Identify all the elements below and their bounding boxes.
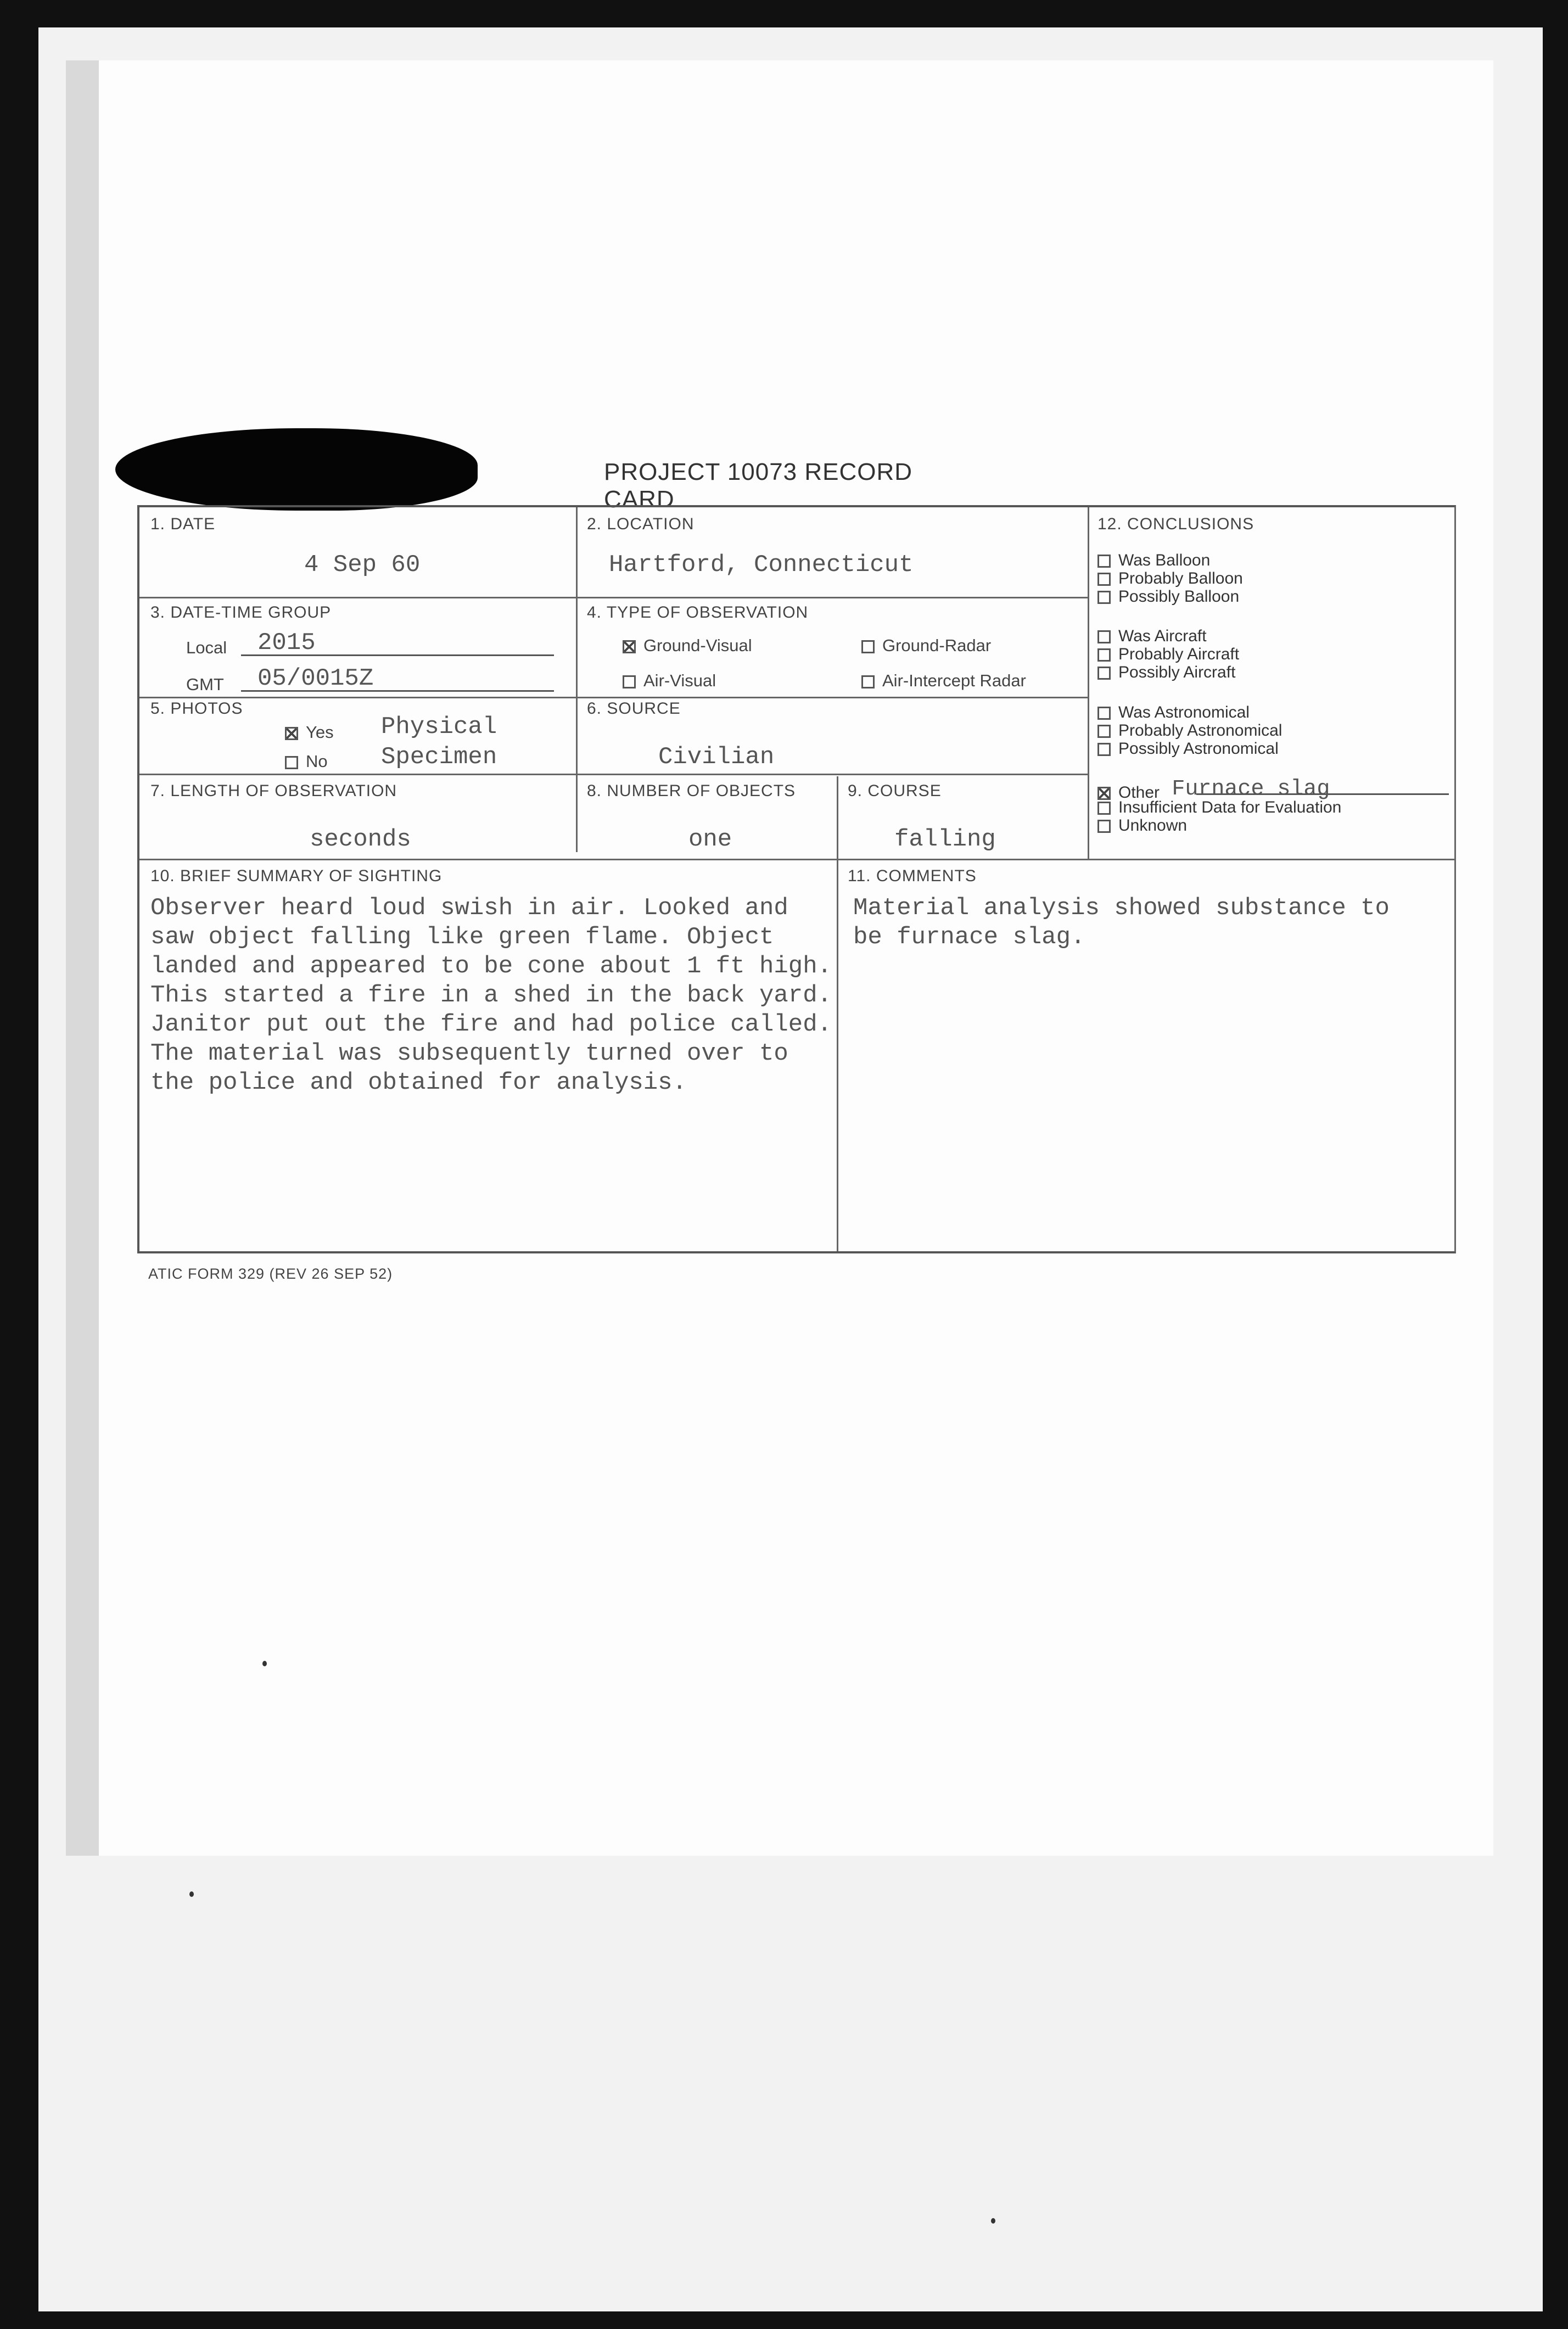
checkbox-icon [623,675,636,688]
photos-no-label: No [306,752,328,771]
divider [837,859,1454,860]
location-value: Hartford, Connecticut [609,551,914,579]
obs-option-label: Ground-Radar [882,636,992,655]
obs-option-label: Ground-Visual [643,636,752,655]
conclusion-possibly-aircraft [1097,663,1235,682]
divider [139,597,1088,598]
divider [837,776,838,1251]
photos-yes [285,723,334,742]
conclusion-probably-astronomical [1097,721,1282,740]
form-footer: ATIC FORM 329 (REV 26 SEP 52) [148,1266,393,1282]
speck [262,1661,267,1666]
local-time-value: 2015 [257,629,316,657]
photos-note-line2: Specimen [381,743,497,771]
conclusion-text: Insufficient Data for Evaluation [1118,798,1342,816]
conclusion-unknown [1097,816,1187,835]
redaction-mark [115,428,478,511]
conclusion-text: Probably Aircraft [1118,645,1240,663]
conclusion-text: Unknown [1118,816,1188,835]
record-card-form [137,505,1456,1253]
conclusion-text: Possibly Balloon [1118,587,1240,606]
conclusion-was-balloon [1097,551,1210,570]
checkbox-icon [1097,591,1111,604]
course-value: falling [894,826,996,853]
conclusion-text: Possibly Astronomical [1118,740,1279,758]
location-label: 2. LOCATION [587,515,695,533]
conclusion-probably-balloon [1097,569,1243,588]
card-title: PROJECT 10073 RECORD CARD [604,458,913,513]
comments-line: Material analysis showed substance to [853,894,1390,922]
checked-box-icon [285,727,298,740]
conclusion-insufficient-data [1097,798,1341,817]
obs-option-label: Air-Visual [643,671,716,690]
checkbox-icon [861,675,875,688]
comments-line: be furnace slag. [853,923,1085,951]
checkbox-icon [1097,667,1111,680]
checkbox-icon [1097,555,1111,568]
conclusion-other-value: Furnace slag [1172,777,1330,802]
checkbox-icon [1097,725,1111,738]
photos-note-line1: Physical [381,713,497,741]
summary-line: Janitor put out the fire and had police called. [150,1011,832,1038]
divider [576,507,578,852]
comments-label: 11. COMMENTS [848,867,977,885]
source-value: Civilian [658,743,775,771]
obs-air-visual [623,671,716,691]
checkbox-icon [1097,707,1111,720]
photos-no [285,752,328,771]
obs-ground-visual [623,636,752,656]
obs-air-intercept-radar [861,671,1026,691]
divider [139,774,1088,775]
checkbox-icon [1097,820,1111,833]
summary-line: the police and obtained for analysis. [150,1069,687,1096]
summary-line: The material was subsequently turned over to [150,1040,788,1067]
summary-line: Observer heard loud swish in air. Looked and [150,894,788,922]
summary-line: This started a fire in a shed in the back yard. [150,982,832,1009]
length-label: 7. LENGTH OF OBSERVATION [150,782,397,800]
speck [189,1891,194,1897]
other-underline [1196,793,1449,795]
type-of-observation-label: 4. TYPE OF OBSERVATION [587,603,809,622]
gmt-underline [241,690,554,692]
checkbox-icon [1097,743,1111,756]
checked-box-icon [623,640,636,653]
conclusion-text: Probably Astronomical [1118,721,1283,740]
checkbox-icon [861,640,875,653]
speck [991,2218,995,2224]
number-of-objects-label: 8. NUMBER OF OBJECTS [587,782,796,800]
conclusion-text: Possibly Aircraft [1118,663,1236,681]
conclusion-text: Other [1118,783,1160,802]
conclusion-text: Was Astronomical [1118,703,1250,721]
date-time-group-label: 3. DATE-TIME GROUP [150,603,332,622]
date-label: 1. DATE [150,515,216,533]
gmt-value: 05/0015Z [257,665,374,692]
checkbox-icon [1097,648,1111,662]
conclusion-possibly-astronomical [1097,740,1279,758]
photos-label: 5. PHOTOS [150,699,243,718]
obs-ground-radar [861,636,991,656]
photos-yes-label: Yes [306,723,334,742]
conclusion-possibly-balloon [1097,587,1239,606]
course-label: 9. COURSE [848,782,942,800]
gmt-label: GMT [186,675,224,694]
local-time-underline [241,654,554,656]
date-value: 4 Sep 60 [304,551,421,579]
conclusion-text: Was Aircraft [1118,627,1207,645]
conclusion-probably-aircraft [1097,645,1239,664]
conclusion-was-aircraft [1097,627,1207,646]
summary-label: 10. BRIEF SUMMARY OF SIGHTING [150,867,443,885]
checkbox-icon [1097,573,1111,586]
length-value: seconds [310,826,411,853]
divider [139,697,1088,698]
conclusions-label: 12. CONCLUSIONS [1097,515,1255,533]
checkbox-icon [1097,802,1111,815]
divider [1088,507,1089,859]
checkbox-icon [285,756,298,769]
number-of-objects-value: one [688,826,732,853]
summary-line: saw object falling like green flame. Object [150,923,774,951]
local-time-label: Local [186,638,227,657]
conclusion-text: Probably Balloon [1118,569,1243,587]
conclusion-text: Was Balloon [1118,551,1211,569]
conclusion-was-astronomical [1097,703,1250,722]
source-label: 6. SOURCE [587,699,681,718]
checkbox-icon [1097,630,1111,643]
summary-line: landed and appeared to be cone about 1 ft high. [150,953,832,980]
obs-option-label: Air-Intercept Radar [882,671,1026,690]
